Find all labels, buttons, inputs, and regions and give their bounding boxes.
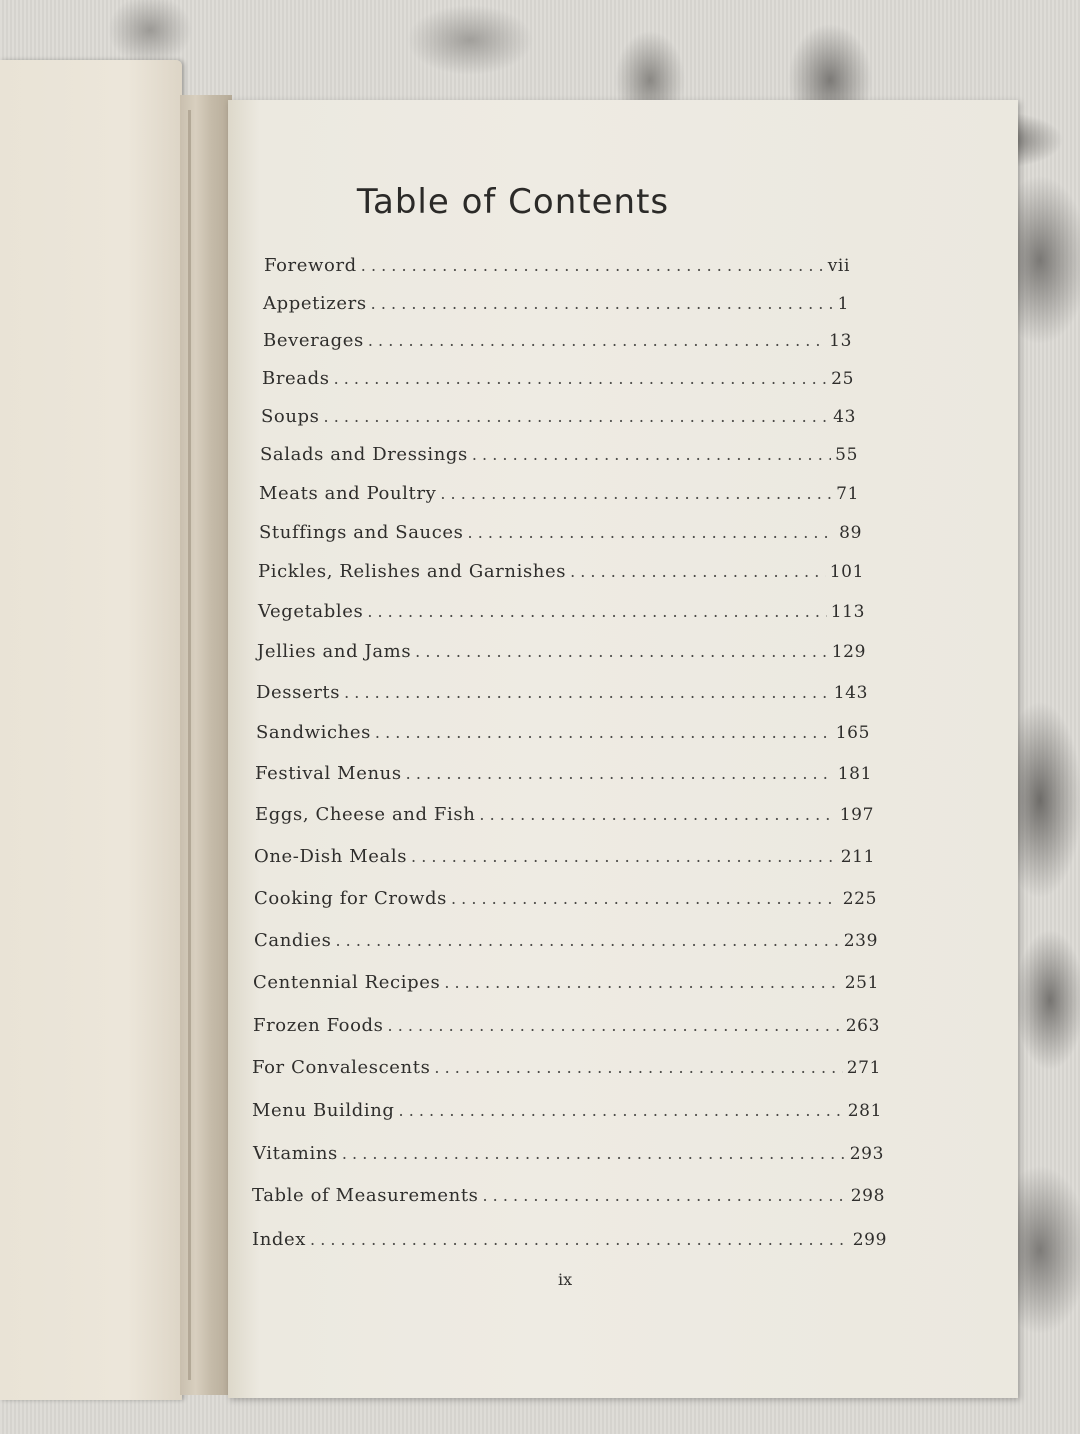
dot-leader — [335, 931, 839, 950]
toc-entry-label: Vitamins — [253, 1143, 338, 1164]
toc-entry — [261, 406, 856, 427]
toc-entry-label: Candies — [254, 930, 332, 951]
toc-entry-label: Festival Menus — [255, 763, 402, 784]
toc-entry-page: 239 — [843, 931, 878, 951]
toc-entry-page: 293 — [849, 1144, 884, 1164]
toc-entry — [263, 330, 852, 351]
toc-entry-label: Table of Measurements — [252, 1185, 479, 1206]
dot-leader — [479, 805, 835, 824]
toc-entry-page: 113 — [830, 602, 865, 622]
toc-entry-page: 55 — [835, 445, 858, 465]
toc-entry-page: 1 — [837, 294, 849, 314]
toc-entry — [258, 561, 864, 582]
toc-entry-page: 71 — [836, 484, 859, 504]
toc-entry — [254, 846, 875, 867]
dot-leader — [344, 683, 830, 702]
dot-leader — [388, 1016, 842, 1035]
dot-leader — [367, 602, 826, 621]
toc-entry-label: Breads — [262, 368, 330, 389]
toc-entry-page: 251 — [844, 973, 879, 993]
toc-entry-label: Appetizers — [263, 293, 367, 314]
toc-entry — [253, 1015, 880, 1036]
dot-leader — [570, 562, 826, 581]
toc-entry-label: One-Dish Meals — [254, 846, 408, 867]
dot-leader — [334, 369, 828, 388]
toc-entry-page: 165 — [835, 723, 870, 743]
dot-leader — [371, 294, 834, 313]
contents-page — [228, 100, 1018, 1398]
dot-leader — [434, 1058, 842, 1077]
toc-entry-page: 299 — [852, 1230, 887, 1250]
binding-stitch — [188, 110, 191, 1380]
dot-leader — [399, 1101, 844, 1120]
toc-entry-label: Frozen Foods — [253, 1015, 384, 1036]
toc-entry-label: Soups — [261, 406, 320, 427]
toc-entry-label: Centennial Recipes — [253, 972, 441, 993]
toc-entry-label: Menu Building — [252, 1100, 395, 1121]
left-page — [0, 60, 182, 1400]
dot-leader — [483, 1186, 847, 1205]
toc-entry — [253, 1143, 884, 1164]
dot-leader — [361, 256, 824, 275]
dot-leader — [375, 723, 832, 742]
toc-entry-page: 43 — [833, 407, 856, 427]
toc-entry — [264, 255, 850, 276]
toc-entry-label: Cooking for Crowds — [254, 888, 447, 909]
toc-entry-label: Pickles, Relishes and Garnishes — [258, 561, 567, 582]
toc-entry-page: 101 — [829, 562, 864, 582]
toc-entry-label: Foreword — [264, 255, 357, 276]
toc-entry-label: Eggs, Cheese and Fish — [255, 804, 476, 825]
toc-entry-page: 211 — [840, 847, 875, 867]
toc-entry — [259, 483, 859, 504]
toc-entry-label: Meats and Poultry — [259, 483, 437, 504]
toc-entry — [252, 1100, 882, 1121]
dot-leader — [472, 445, 831, 464]
toc-entry-label: Salads and Dressings — [260, 444, 468, 465]
dot-leader — [368, 331, 825, 350]
toc-entry-label: Vegetables — [258, 601, 364, 622]
toc-entry — [259, 522, 862, 543]
toc-entry — [263, 293, 849, 314]
toc-entry — [253, 972, 879, 993]
toc-entry — [252, 1057, 881, 1078]
dot-leader — [324, 407, 830, 426]
toc-entry — [252, 1229, 887, 1250]
toc-entry-page: 197 — [839, 805, 874, 825]
toc-entry-page: 281 — [847, 1101, 882, 1121]
toc-entry-label: Desserts — [256, 682, 341, 703]
toc-entry — [256, 682, 868, 703]
toc-entry-label: For Convalescents — [252, 1057, 431, 1078]
toc-entry-label: Sandwiches — [256, 722, 371, 743]
toc-entry-label: Index — [252, 1229, 307, 1250]
dot-leader — [451, 889, 839, 908]
toc-entry-page: 129 — [831, 642, 866, 662]
toc-entry-label: Beverages — [263, 330, 364, 351]
dot-leader — [411, 847, 837, 866]
toc-entry — [254, 930, 878, 951]
dot-leader — [468, 523, 836, 542]
toc-entry-label: Jellies and Jams — [257, 641, 412, 662]
toc-entry — [255, 804, 874, 825]
toc-entry-label: Stuffings and Sauces — [259, 522, 464, 543]
toc-entry — [260, 444, 858, 465]
dot-leader — [444, 973, 840, 992]
toc-entry-page: 89 — [839, 523, 862, 543]
toc-entry-page: vii — [827, 256, 850, 276]
toc-entry — [262, 368, 854, 389]
toc-entry-page: 298 — [850, 1186, 885, 1206]
page-title: Table of Contents — [356, 182, 670, 222]
dot-leader — [440, 484, 832, 503]
dot-leader — [406, 764, 834, 783]
toc-entry-page: 143 — [833, 683, 868, 703]
dot-leader — [415, 642, 828, 661]
toc-entry — [257, 641, 866, 662]
toc-list — [228, 100, 1018, 1300]
toc-entry-page: 271 — [846, 1058, 881, 1078]
toc-entry-page: 13 — [829, 331, 852, 351]
page-number: ix — [558, 1270, 573, 1289]
toc-entry — [252, 1185, 885, 1206]
dot-leader — [310, 1230, 849, 1249]
toc-entry — [254, 888, 877, 909]
toc-entry — [258, 601, 865, 622]
toc-entry-page: 263 — [845, 1016, 880, 1036]
toc-entry-page: 181 — [837, 764, 872, 784]
toc-entry — [255, 763, 872, 784]
toc-entry — [256, 722, 870, 743]
toc-entry-page: 25 — [831, 369, 854, 389]
toc-entry-page: 225 — [842, 889, 877, 909]
dot-leader — [342, 1144, 846, 1163]
